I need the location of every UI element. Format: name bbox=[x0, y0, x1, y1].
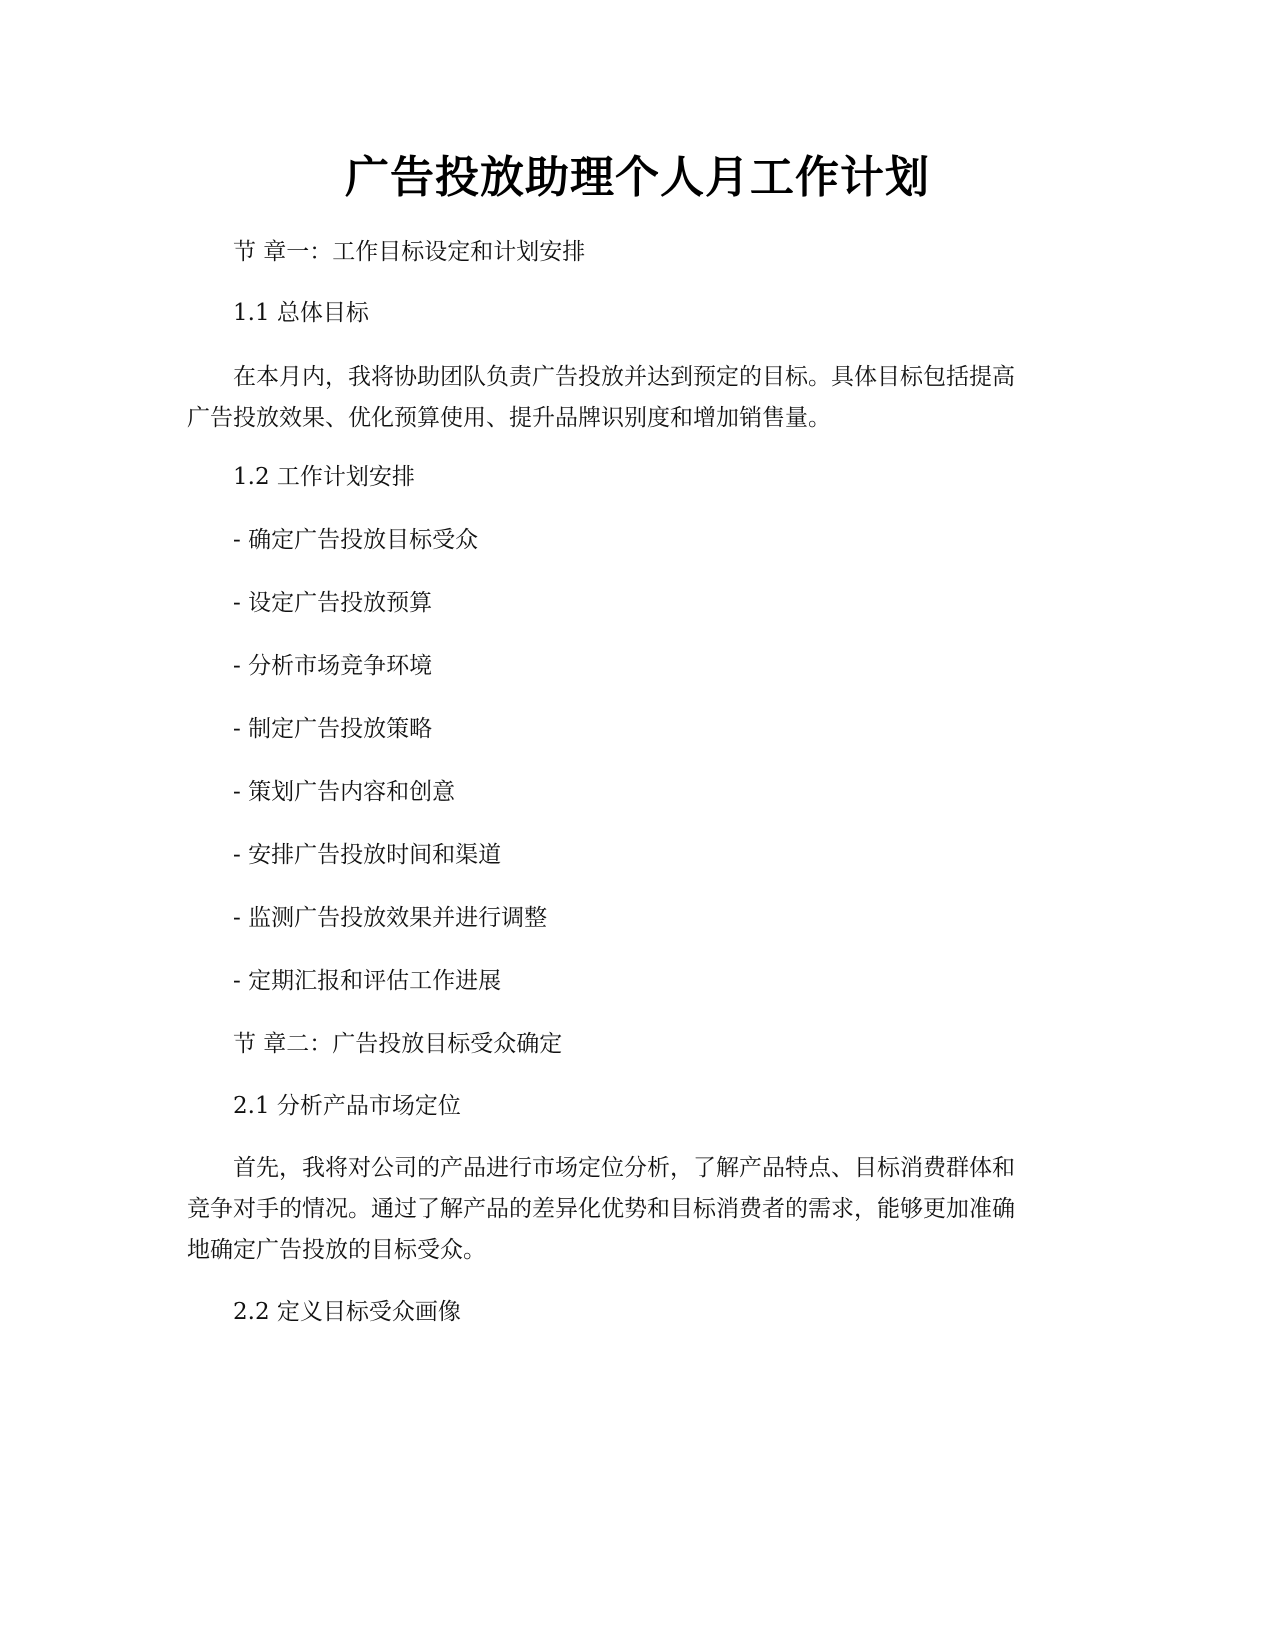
section-2-2-heading: 2.2 定义目标受众画像 bbox=[233, 1299, 461, 1325]
chapter-2-heading: 节 章二：广告投放目标受众确定 bbox=[233, 1031, 563, 1057]
section-1-1-paragraph-line-2: 广告投放效果、优化预算使用、提升品牌识别度和增加销售量。 bbox=[187, 405, 831, 431]
section-1-1-paragraph-line-1: 在本月内，我将协助团队负责广告投放并达到预定的目标。具体目标包括提高 bbox=[233, 364, 1015, 390]
plan-list-item: - 确定广告投放目标受众 bbox=[233, 527, 479, 553]
section-2-1-paragraph-line-3: 地确定广告投放的目标受众。 bbox=[187, 1237, 486, 1263]
section-2-1-paragraph-line-2: 竞争对手的情况。通过了解产品的差异化优势和目标消费者的需求，能够更加准确 bbox=[187, 1196, 1015, 1222]
section-2-1-paragraph-line-1: 首先，我将对公司的产品进行市场定位分析，了解产品特点、目标消费群体和 bbox=[233, 1155, 1015, 1181]
chapter-1-heading: 节 章一：工作目标设定和计划安排 bbox=[233, 239, 586, 265]
plan-list-item: - 设定广告投放预算 bbox=[233, 590, 433, 616]
plan-list-item: - 定期汇报和评估工作进展 bbox=[233, 968, 502, 994]
plan-list-item: - 监测广告投放效果并进行调整 bbox=[233, 905, 548, 931]
plan-list-item: - 制定广告投放策略 bbox=[233, 716, 433, 742]
section-1-1-heading: 1.1 总体目标 bbox=[233, 300, 369, 326]
plan-list-item: - 策划广告内容和创意 bbox=[233, 779, 456, 805]
section-2-1-heading: 2.1 分析产品市场定位 bbox=[233, 1093, 461, 1119]
document-title: 广告投放助理个人月工作计划 bbox=[345, 152, 930, 203]
plan-list-item: - 安排广告投放时间和渠道 bbox=[233, 842, 502, 868]
section-1-2-heading: 1.2 工作计划安排 bbox=[233, 464, 415, 490]
plan-list-item: - 分析市场竞争环境 bbox=[233, 653, 433, 679]
